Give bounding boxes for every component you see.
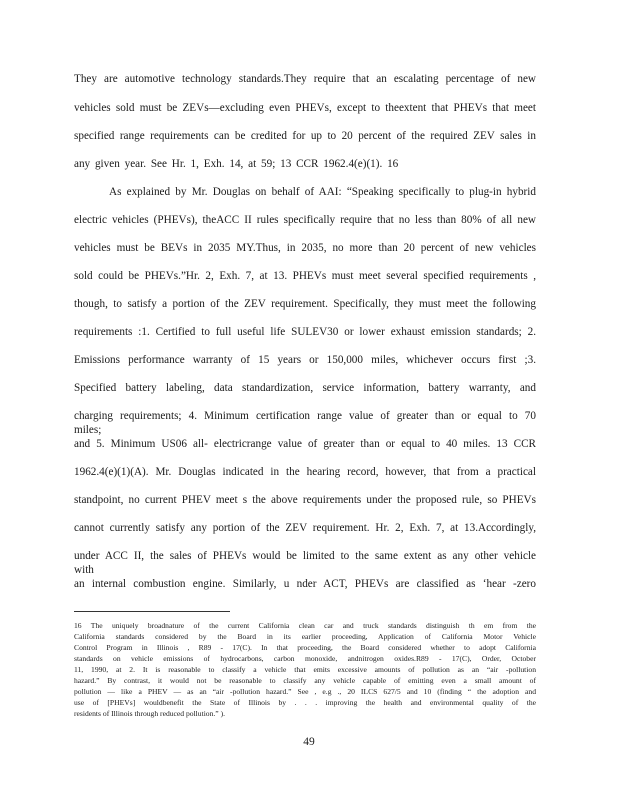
body-line-16: standpoint, no current PHEV meet s the above requirements under the proposed rule, so PHEVs (74, 494, 536, 506)
footnote-separator (74, 611, 230, 612)
body-line-14: and 5. Minimum US06 all- electricrange value of greater than or equal to 40 miles. 13 CCR (74, 438, 536, 450)
body-line-3: specified range requirements can be credited for up to 20 percent of the required ZEV sales in (74, 130, 536, 142)
body-line-17: cannot currently satisfy any portion of the ZEV requirement. Hr. 2, Exh. 7, at 13.Accordingly, (74, 522, 536, 534)
body-line-4: any given year. See Hr. 1, Exh. 14, at 59; 13 CCR 1962.4(e)(1). 16 (74, 158, 399, 170)
body-line-7: vehicles must be BEVs in 2035 MY.Thus, in 2035, no more than 20 percent of new vehicles (74, 242, 536, 254)
page-number: 49 (303, 736, 315, 748)
body-line-11: Emissions performance warranty of 15 years or 150,000 miles, whichever occurs first ;3. (74, 354, 536, 366)
body-line-15: 1962.4(e)(1)(A). Mr. Douglas indicated in the hearing record, however, that from a practical (74, 466, 536, 478)
body-line-1: They are automotive technology standards.They require that an escalating percentage of new (74, 73, 536, 85)
body-line-13: charging requirements; 4. Minimum certification range value of greater than or equal to 70 miles; (74, 410, 536, 436)
body-line-10: requirements :1. Certified to full useful life SULEV30 or lower exhaust emission standards; 2. (74, 326, 536, 338)
footnote-line-9: residents of Illinois through reduced pollution.” ). (74, 709, 225, 718)
footnote-line-3: Control Program in Illinois , R89 - 17(C). In that proceeding, the Board considered whether to adopt California (74, 643, 536, 652)
footnote-line-1: 16 The uniquely broadnature of the current California clean car and truck standards distinguish th em from the (74, 621, 536, 630)
footnote-line-7: pollution — like a PHEV — as an “air -pollution hazard.” See , e.g ., 20 ILCS 627/5 and 10 (finding “ the adoption and (74, 687, 536, 696)
body-line-2: vehicles sold must be ZEVs—excluding even PHEVs, except to theextent that PHEVs that meet (74, 102, 536, 114)
footnote-line-2: California standards considered by the Board in its earlier proceeding, Application of California Motor Vehicle (74, 632, 536, 641)
footnote-line-4: standards on vehicle emissions of hydrocarbons, carbon monoxide, andnitrogen oxides.R89 - 17(C), Order, October (74, 654, 536, 663)
body-line-6: electric vehicles (PHEVs), theACC II rules specifically require that no less than 80% of all new (74, 214, 536, 226)
footnote-line-6: hazard.” By contrast, it would not be reasonable to classify any vehicle capable of emitting even a small amount of (74, 676, 536, 685)
body-line-18: under ACC II, the sales of PHEVs would be limited to the same extent as any other vehicle with (74, 550, 536, 576)
footnote-line-8: use of [PHEVs] wouldbenefit the State of Illinois by . . . improving the health and environmental quality of the (74, 698, 536, 707)
body-line-5: As explained by Mr. Douglas on behalf of AAI: “Speaking specifically to plug-in hybrid (109, 186, 536, 198)
body-line-19: an internal combustion engine. Similarly, u nder ACT, PHEVs are classified as ‘hear -zero (74, 578, 536, 590)
footnote-line-5: 11, 1990, at 2. It is reasonable to classify a vehicle that emits excessive amounts of pollution as an “air -pollution (74, 665, 536, 674)
body-line-9: though, to satisfy a portion of the ZEV requirement. Specifically, they must meet the following (74, 298, 536, 310)
body-line-12: Specified battery labeling, data standardization, service information, battery warranty, and (74, 382, 536, 394)
body-line-8: sold could be PHEVs.”Hr. 2, Exh. 7, at 13. PHEVs must meet several specified requirements , (74, 270, 536, 282)
